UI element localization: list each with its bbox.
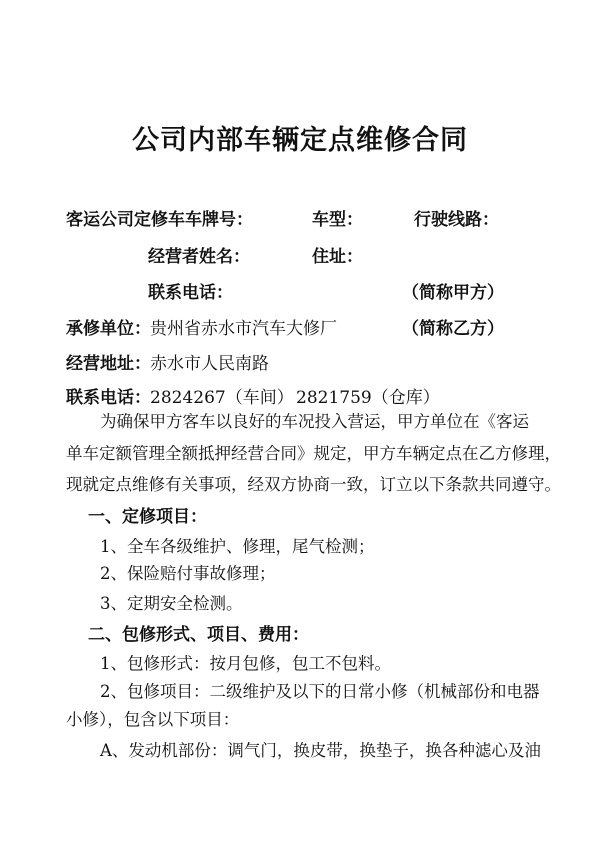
plate-label: 客运公司定修车车牌号： [66,210,253,230]
section-2-item-2-line-2: 小修），包含以下项目： [66,710,240,729]
section-1-heading: 一、定修项目： [88,507,207,527]
route-label: 行驶线路： [414,210,499,230]
party-a-note: （简称甲方） [402,283,504,303]
section-1-item-3: 3、定期安全检测。 [100,594,243,613]
intro-line-3: 现就定点维修有关事项，经双方协商一致，订立以下条款共同遵守。 [66,475,561,494]
intro-line-2: 单车定额管理全额抵押经营合同》规定，甲方车辆定点在乙方修理， [66,444,561,463]
section-2-item-2-line-1: 2、包修项目：二级维护及以下的日常小修（机械部份和电器 [100,682,540,701]
phone-label: 联系电话： [148,283,233,303]
contact-value-workshop: 2824267（车间） [150,388,294,408]
section-1-item-1: 1、全车各级维护、修理，尾气检测； [100,537,375,556]
business-address-label: 经营地址： [66,354,151,374]
section-1-item-2: 2、保险赔付事故修理； [100,564,276,583]
repair-unit-value: 贵州省赤水市汽车大修厂 [150,319,337,339]
contact-label: 联系电话： [66,388,151,408]
operator-label: 经营者姓名： [148,247,250,267]
business-address-value: 赤水市人民南路 [150,354,269,374]
contact-value-warehouse: 2821759（仓库） [296,388,440,408]
repair-unit-label: 承修单位： [66,319,151,339]
intro-line-1: 为确保甲方客车以良好的车况投入营运，甲方单位在《客运 [100,412,529,431]
model-label: 车型： [312,210,363,230]
section-2-item-1: 1、包修形式：按月包修，包工不包料。 [100,654,391,673]
section-2-heading: 二、包修形式、项目、费用： [88,625,309,645]
address-label: 住址： [312,247,363,267]
document-title: 公司内部车辆定点维修合同 [132,125,468,156]
section-2-item-a: A、发动机部份：调气门，换皮带，换垫子，换各种滤心及油 [100,741,541,760]
party-b-note: （简称乙方） [402,319,504,339]
